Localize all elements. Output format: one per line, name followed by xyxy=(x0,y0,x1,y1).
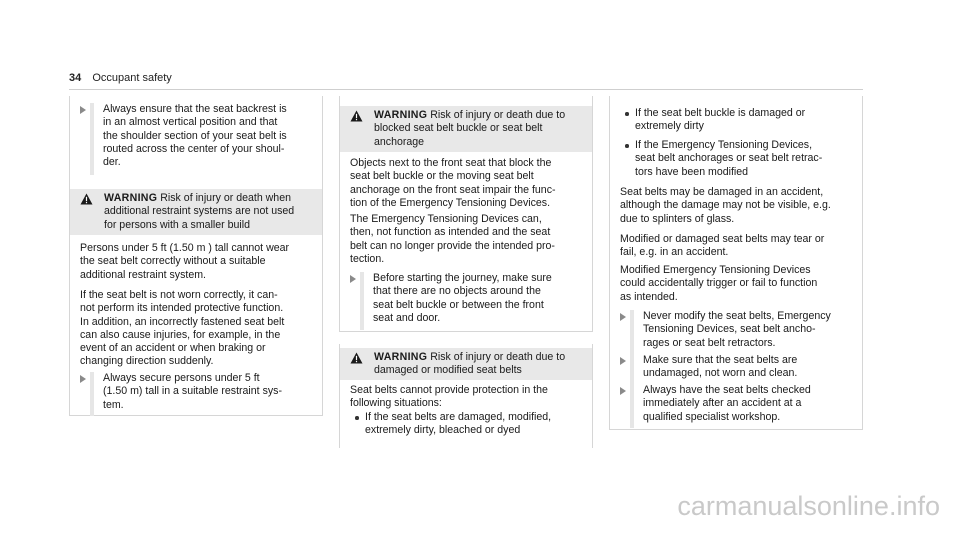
column-1-step-1 xyxy=(80,103,316,175)
bullet-text: If the Emergency Tensioning Devices, seat belt anchorages or seat belt retrac- tors have been modified xyxy=(635,139,823,178)
warning-label: WARNING xyxy=(104,192,158,204)
page-number: 34 xyxy=(69,72,82,84)
bullet-icon xyxy=(625,139,635,179)
warning-label: WARNING xyxy=(374,351,428,363)
column-2-bullet-1 xyxy=(355,411,588,438)
step-text: Always ensure that the seat backrest is in an almost vertical position and that the shoulder section of your seat belt is routed across the center of your shoul- der. xyxy=(103,103,287,169)
watermark: carmanualsonline.info xyxy=(677,491,940,521)
step-arrow-icon xyxy=(350,272,360,330)
column-2-step-1 xyxy=(350,272,588,330)
column-3-paragraph-2: Modified or damaged seat belts may tear or fail, e.g. in an accident. xyxy=(620,233,825,259)
column-2-warning-1 xyxy=(340,106,592,152)
page-header xyxy=(69,72,172,85)
column-1-step-2 xyxy=(80,372,316,416)
warning-body: Risk of injury or death due to damaged or modified seat belts xyxy=(374,351,566,377)
bullet-icon xyxy=(355,411,365,438)
warning-body: Risk of injury or death due to blocked seat belt buckle or seat belt anchorage xyxy=(374,109,566,148)
warning-triangle-icon xyxy=(350,351,366,376)
warning-triangle-icon xyxy=(350,109,366,148)
column-2-paragraph-1: Objects next to the front seat that block the seat belt buckle or the moving seat belt anchorage on the front seat impair the func- tion of the Emergency Tensioning Devices. xyxy=(350,157,556,209)
warning-text xyxy=(374,109,565,148)
column-3-paragraph-1: Seat belts may be damaged in an accident, although the damage may not be visible, e.g. due to splinters of glass. xyxy=(620,186,831,225)
step-bar xyxy=(630,384,634,428)
column-2-paragraph-3: Seat belts cannot provide protection in the following situations: xyxy=(350,384,548,410)
bullet-text: If the seat belts are damaged, modified, extremely dirty, bleached or dyed xyxy=(365,411,552,437)
column-2-paragraph-2: The Emergency Tensioning Devices can, then, not function as intended and the seat belt can no longer provide the intended pro- tection. xyxy=(350,213,555,265)
column-3-step-2 xyxy=(620,354,858,384)
step-bar xyxy=(630,354,634,384)
step-bar xyxy=(90,372,94,416)
warning-body: Risk of injury or death when additional restraint systems are not used for persons with a smaller build xyxy=(104,192,295,231)
section-title: Occupant safety xyxy=(92,72,172,84)
column-1-paragraph-2: If the seat belt is not worn correctly, it can- not perform its intended protective function. In addition, an incorrectly fastened seat belt can also cause injuries, for example, in the event of an accident or when braking or changing direction suddenly. xyxy=(80,289,285,368)
step-text: Always have the seat belts checked immediately after an accident at a qualified specialist workshop. xyxy=(643,384,811,423)
step-arrow-icon xyxy=(80,372,90,416)
column-3-step-1 xyxy=(620,310,858,354)
warning-text xyxy=(374,351,565,376)
step-arrow-icon xyxy=(620,310,630,354)
step-bar xyxy=(630,310,634,354)
step-text: Never modify the seat belts, Emergency Tensioning Devices, seat belt ancho- rages or seat belt retractors. xyxy=(643,310,831,349)
bullet-icon xyxy=(625,107,635,134)
step-arrow-icon xyxy=(80,103,90,175)
bullet-text: If the seat belt buckle is damaged or extremely dirty xyxy=(635,107,806,133)
warning-label: WARNING xyxy=(374,109,428,121)
column-1-warning xyxy=(70,189,322,235)
column-3-paragraph-3: Modified Emergency Tensioning Devices could accidentally trigger or fail to function as intended. xyxy=(620,264,818,303)
column-3-bullet-2 xyxy=(625,139,857,179)
step-text: Always secure persons under 5 ft (1.50 m) tall in a suitable restraint sys- tem. xyxy=(103,372,282,411)
column-1-paragraph-1: Persons under 5 ft (1.50 m ) tall cannot wear the seat belt correctly without a suitable additional restraint system. xyxy=(80,242,290,281)
warning-text xyxy=(104,192,294,231)
step-arrow-icon xyxy=(620,354,630,384)
column-3-bullet-1 xyxy=(625,107,857,134)
step-arrow-icon xyxy=(620,384,630,428)
step-text: Before starting the journey, make sure that there are no objects around the seat belt buckle or between the front seat and door. xyxy=(373,272,552,324)
step-bar xyxy=(90,103,94,175)
step-bar xyxy=(360,272,364,330)
step-text: Make sure that the seat belts are undamaged, not worn and clean. xyxy=(643,354,798,380)
header-divider xyxy=(69,89,863,90)
warning-triangle-icon xyxy=(80,192,96,231)
column-3-step-3 xyxy=(620,384,858,428)
column-2-warning-2 xyxy=(340,348,592,380)
